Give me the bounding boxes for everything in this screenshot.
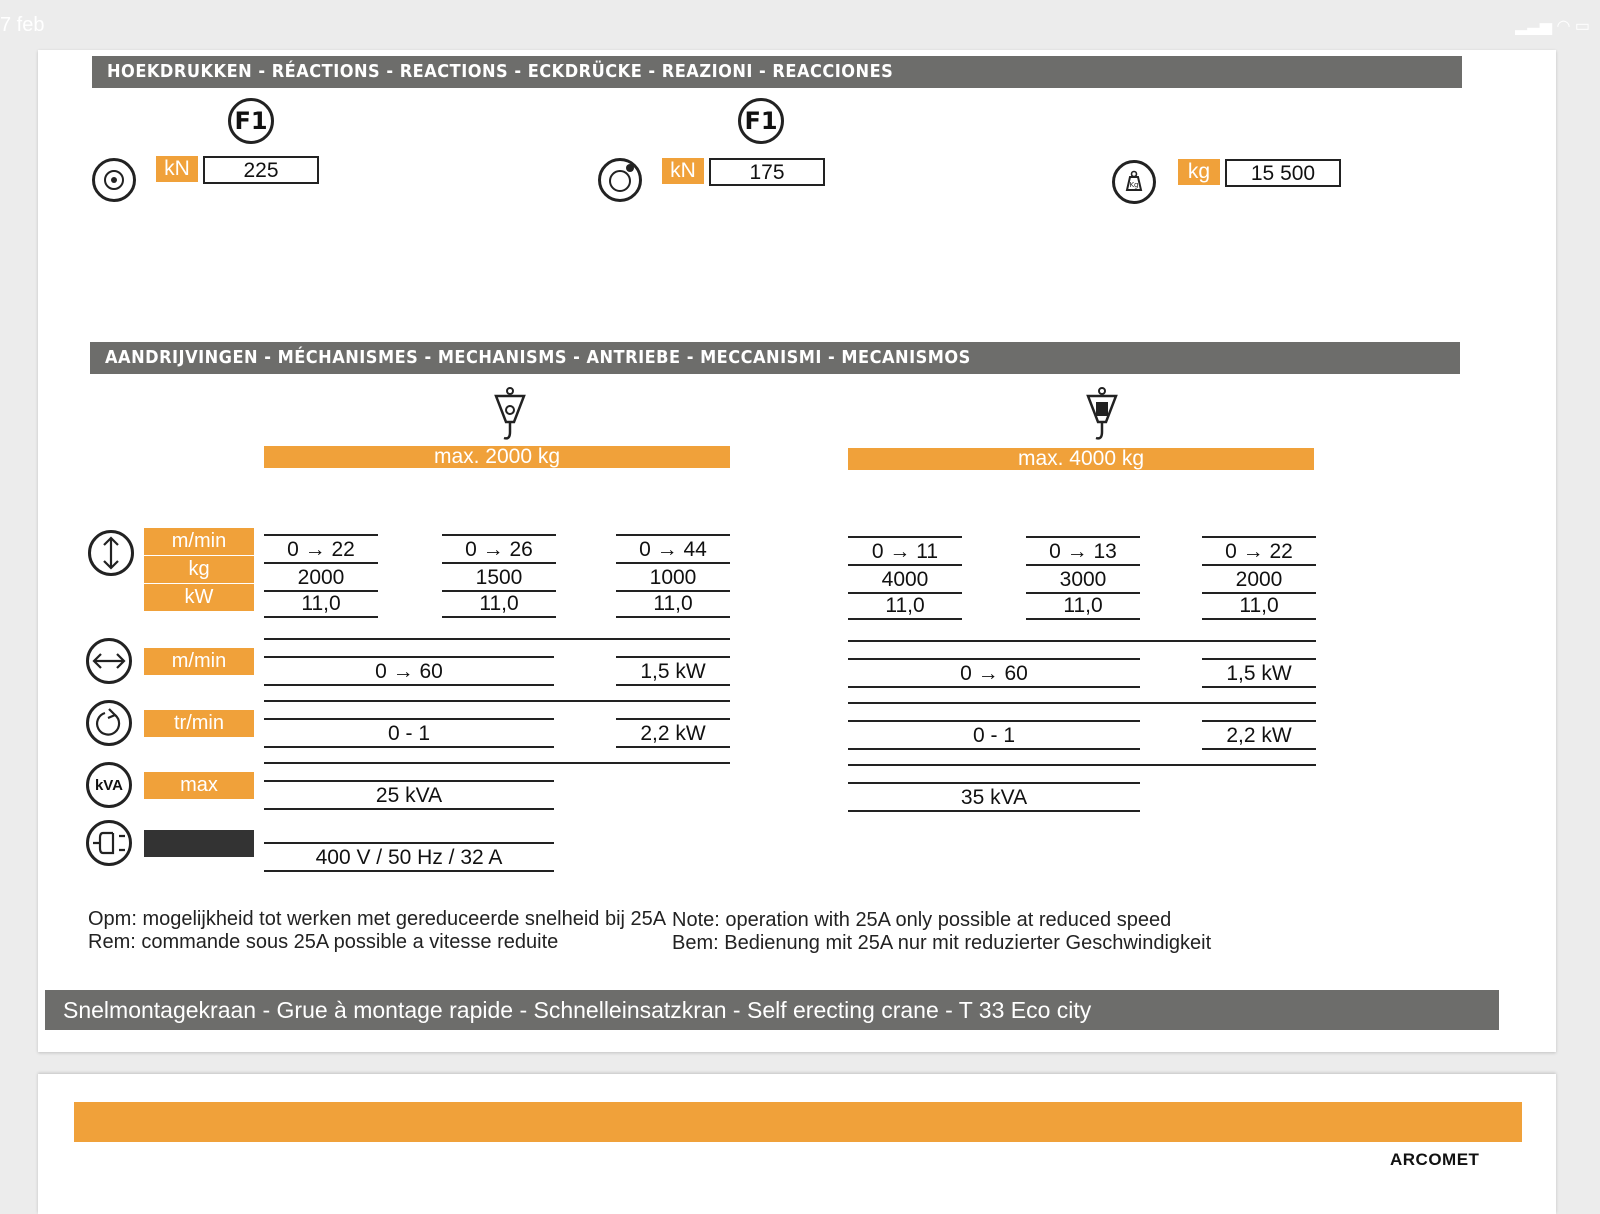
base-support-icon [92,158,136,202]
document-page [38,50,1556,1052]
table-rule [1202,720,1316,722]
table-rule [616,656,730,658]
table-rule [264,534,378,536]
brand-logo: ARCOMET [1390,1150,1480,1169]
plug-icon [86,820,132,866]
trolley-unit: m/min [144,648,254,675]
hoist-load: 4000 [848,568,962,594]
table-rule [264,718,554,720]
power-demand: 35 kVA [848,786,1140,812]
hoist-speed-icon [88,530,134,576]
table-rule [848,640,1316,642]
weight-icon [1112,160,1156,204]
status-bar [0,0,1600,48]
hoist-load: 2000 [1202,568,1316,594]
hoist-load: 1500 [442,566,556,592]
note-en: Note: operation with 25A only possible at reduced speed [672,909,1172,931]
supply-unit [144,830,254,857]
table-rule [264,762,730,764]
table-rule [848,702,1316,704]
orange-stripe [74,1102,1522,1142]
hoist-speed: 0 → 26 [442,538,556,564]
hoist-speed: 0 → 13 [1026,540,1140,566]
hoist-power: 11,0 [616,592,730,618]
hook-double-icon [1084,386,1120,448]
footer-title: Snelmontagekraan - Grue à montage rapide - Schnelleinsatzkran - Self erecting crane - T 33 Eco city [45,990,1499,1030]
table-rule [1202,536,1316,538]
svg-text:Kg: Kg [1129,181,1139,189]
table-rule [848,536,962,538]
reaction-value: 175 [709,158,825,186]
force-badge: F1 [228,98,274,144]
hoist-power: 11,0 [848,594,962,620]
max-load-bar: max. 4000 kg [848,448,1314,470]
unit-label: kg [1178,159,1220,185]
status-time: 7 feb [0,14,45,36]
slewing-speed: 0 - 1 [848,724,1140,750]
reaction-value: 15 500 [1225,159,1341,187]
hoist-speed: 0 → 44 [616,538,730,564]
unit-label: kN [662,158,704,184]
hoist-speed-unit: m/min [144,528,254,555]
hoist-power-unit: kW [144,584,254,611]
slewing-power: 2,2 kW [616,722,730,748]
hoist-power: 11,0 [442,592,556,618]
slewing-power: 2,2 kW [1202,724,1316,750]
unit-label: kN [156,156,198,182]
table-rule [442,534,556,536]
table-rule [848,658,1140,660]
max-load-bar: max. 2000 kg [264,446,730,468]
table-rule [264,638,730,640]
mechanisms-banner: AANDRIJVINGEN - MÉCHANISMES - MECHANISMS - ANTRIEBE - MECCANISMI - MECANISMOS [90,342,1460,374]
hoist-load: 1000 [616,566,730,592]
signal-icon: ▂▃▅ [1515,18,1552,35]
table-rule [616,718,730,720]
table-rule [1026,536,1140,538]
hoist-load: 2000 [264,566,378,592]
hook-single-icon [492,386,528,448]
hoist-load-unit: kg [144,556,254,583]
document-page-next [38,1074,1556,1214]
note-fr: Rem: commande sous 25A possible a vitesse reduite [88,931,559,953]
trolley-speed: 0 → 60 [848,662,1140,688]
table-rule [264,656,554,658]
table-rule [848,764,1316,766]
wifi-icon: ◠ [1556,18,1571,35]
table-rule [848,782,1140,784]
slewing-icon [86,700,132,746]
trolley-power: 1,5 kW [1202,662,1316,688]
table-rule [264,780,554,782]
hoist-speed: 0 → 22 [1202,540,1316,566]
force-badge: F1 [738,98,784,144]
table-rule [1202,658,1316,660]
reactions-banner: HOEKDRUKKEN - RÉACTIONS - REACTIONS - ECKDRÜCKE - REAZIONI - REACCIONES [92,56,1462,88]
table-rule [616,534,730,536]
power-demand: 25 kVA [264,784,554,810]
trolley-speed: 0 → 60 [264,660,554,686]
power-unit: max [144,772,254,799]
reaction-value: 225 [203,156,319,184]
hoist-load: 3000 [1026,568,1140,594]
kva-icon: kVA [86,762,132,808]
table-rule [848,720,1140,722]
status-icons [1515,16,1590,36]
slewing-unit: tr/min [144,710,254,737]
hoist-power: 11,0 [1026,594,1140,620]
battery-icon: ▭ [1574,18,1590,35]
trolley-power: 1,5 kW [616,660,730,686]
hoist-speed: 0 → 22 [264,538,378,564]
note-de: Bem: Bedienung mit 25A nur mit reduzierter Geschwindigkeit [672,932,1212,954]
power-supply: 400 V / 50 Hz / 32 A [264,846,554,872]
hoist-power: 11,0 [264,592,378,618]
rotation-support-icon [598,158,642,202]
note-nl: Opm: mogelijkheid tot werken met gereduceerde snelheid bij 25A [88,908,667,930]
hoist-speed: 0 → 11 [848,540,962,566]
trolley-speed-icon [86,638,132,684]
hoist-power: 11,0 [1202,594,1316,620]
table-rule [264,700,730,702]
table-rule [264,842,554,844]
slewing-speed: 0 - 1 [264,722,554,748]
